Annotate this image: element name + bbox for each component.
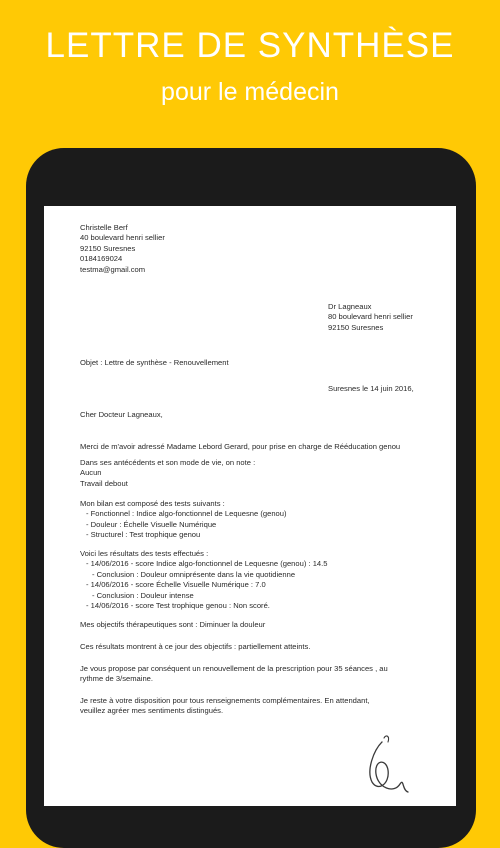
proposal-line: Je vous propose par conséquent un renouvellement de la prescription pour 35 séances , au <box>80 664 388 673</box>
recipient-street: 80 boulevard henri sellier <box>328 312 413 322</box>
bilan-item: - Douleur : Échelle Visuelle Numérique <box>86 519 217 529</box>
letter-proposal <box>80 664 388 685</box>
closing-line: veuillez agréer mes sentiments distingués. <box>80 706 224 716</box>
letter-objectives: Mes objectifs thérapeutiques sont : Diminuer la douleur <box>80 620 266 629</box>
letter-results-summary: Ces résultats montrent à ce jour des objectifs : partiellement atteints. <box>80 642 311 651</box>
bilan-item: - Structurel : Test trophique genou <box>86 530 201 540</box>
closing-line: Je reste à votre disposition pour tous renseignements complémentaires. En attendant, <box>80 696 370 705</box>
letter-intro: Merci de m'avoir adressé Madame Lebord Gerard, pour prise en charge de Rééducation genou <box>80 442 401 451</box>
letter-screen[interactable] <box>44 206 456 806</box>
letter-closing <box>80 696 370 717</box>
proposal-line: rythme de 3/semaine. <box>80 674 154 684</box>
letter-subject: Objet : Lettre de synthèse - Renouvellement <box>80 358 229 367</box>
letter-date: Suresnes le 14 juin 2016, <box>328 384 414 393</box>
history-section <box>80 458 255 489</box>
result-conclusion: - Conclusion : Douleur omniprésente dans la vie quotidienne <box>92 569 296 579</box>
headline-title: LETTRE DE SYNTHÈSE <box>45 26 455 65</box>
signature-image <box>344 730 424 800</box>
bilan-section <box>80 499 287 541</box>
result-score: - 14/06/2016 - score Indice algo-fonctionnel de Lequesne (genou) : 14.5 <box>86 559 328 569</box>
sender-address <box>80 223 165 275</box>
sender-street: 40 boulevard henri sellier <box>80 233 165 243</box>
sender-email: testma@gmail.com <box>80 264 146 274</box>
result-score: - 14/06/2016 - score Test trophique genou : Non scoré. <box>86 601 270 611</box>
recipient-address <box>328 302 413 333</box>
results-title: Voici les résultats des tests effectués : <box>80 549 209 558</box>
bilan-title: Mon bilan est composé des tests suivants : <box>80 499 225 508</box>
history-item: Travail debout <box>80 478 128 488</box>
recipient-city: 92150 Suresnes <box>328 322 384 332</box>
result-score: - 14/06/2016 - score Échelle Visuelle Numérique : 7.0 <box>86 580 266 590</box>
history-title: Dans ses antécédents et son mode de vie, on note : <box>80 458 256 467</box>
results-section <box>80 549 327 611</box>
bilan-item: - Fonctionnel : Indice algo-fonctionnel de Lequesne (genou) <box>86 509 287 519</box>
sender-city: 92150 Suresnes <box>80 243 136 253</box>
sender-phone: 0184169024 <box>80 254 123 264</box>
result-conclusion: - Conclusion : Douleur intense <box>92 590 194 600</box>
sender-name: Christelle Berf <box>80 223 128 232</box>
letter-salutation: Cher Docteur Lagneaux, <box>80 410 163 419</box>
recipient-name: Dr Lagneaux <box>328 302 372 311</box>
headline-subtitle: pour le médecin <box>161 78 339 106</box>
history-item: Aucun <box>80 468 102 478</box>
